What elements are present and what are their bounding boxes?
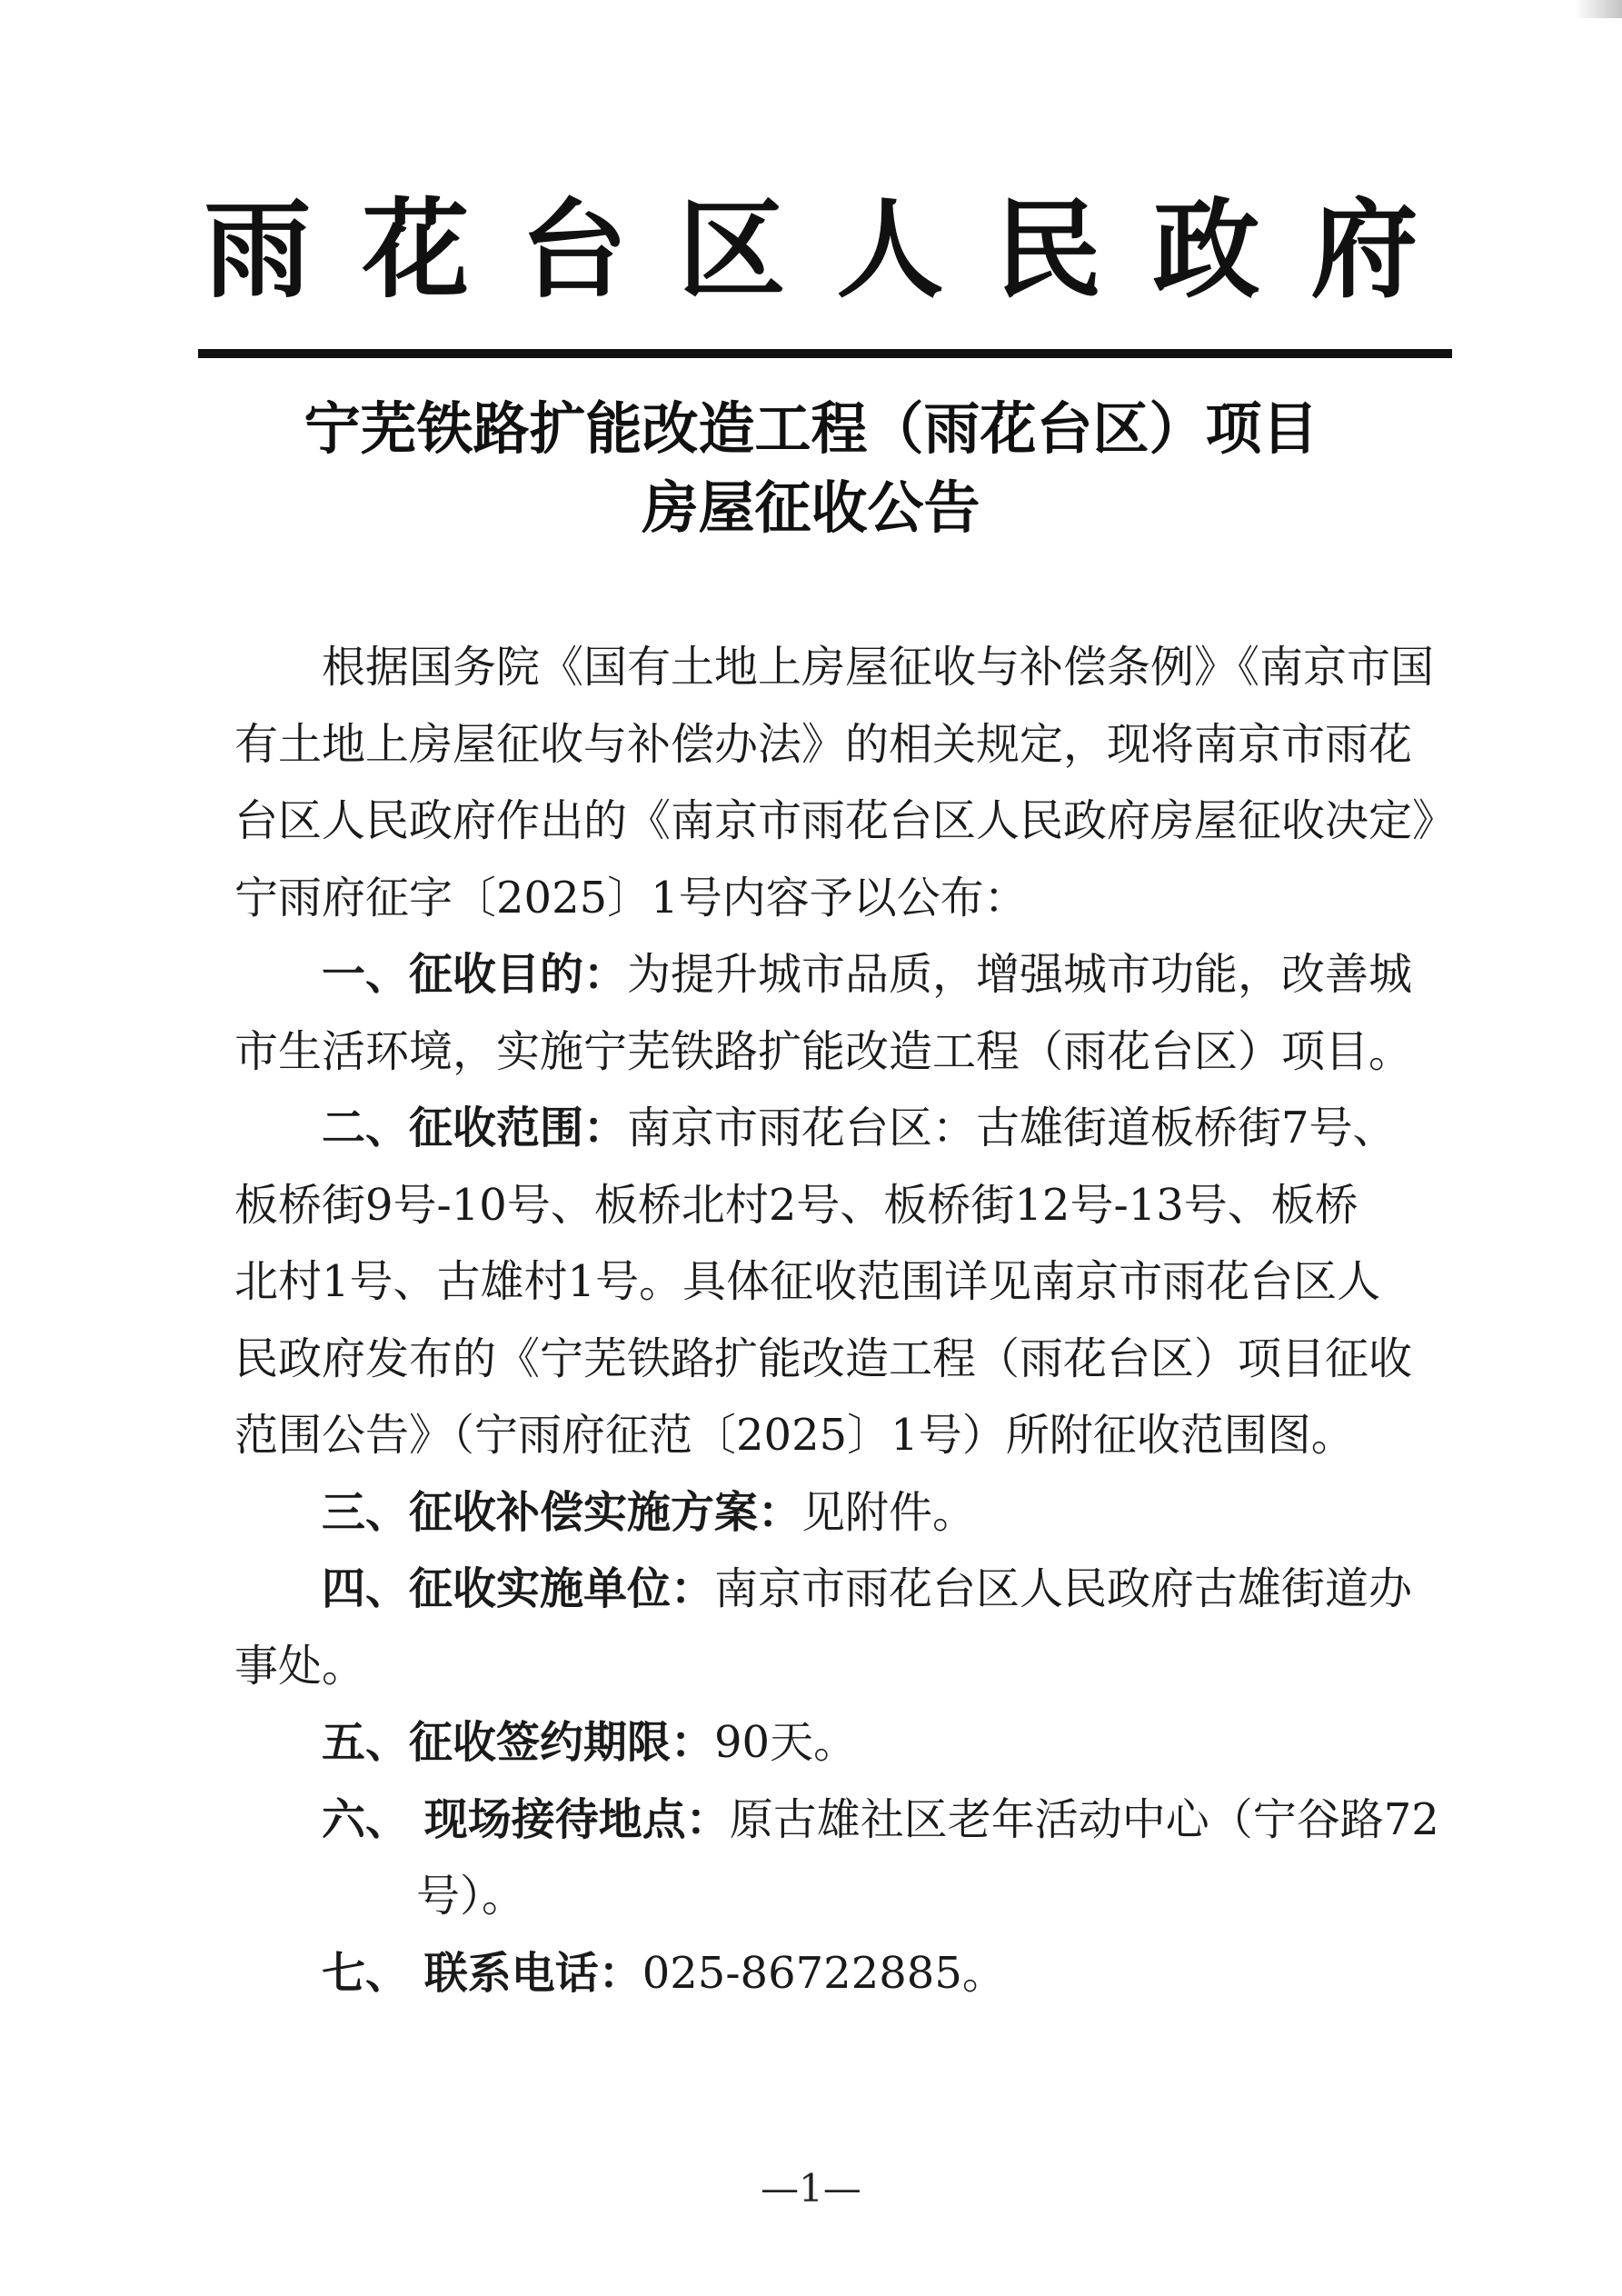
scope-item [234, 1090, 1425, 1167]
notice-body [234, 629, 1457, 2011]
plan-label: 三、征收补偿实施方案： [322, 1486, 802, 1538]
deadline-text: 90天。 [714, 1717, 858, 1768]
scope-text: 南京市雨花台区：古雄街道板桥街7号、 [627, 1103, 1397, 1153]
scope-text-cont: 范围公告》（宁雨府征范〔2025〕1号）所附征收范围图。 [234, 1410, 1355, 1461]
phone-item [234, 1935, 1425, 2012]
page-number: —1— [761, 2166, 861, 2211]
unit-text-cont: 事处。 [234, 1640, 366, 1692]
purpose-label: 一、征收目的： [322, 949, 628, 1000]
deadline-label: 五、征收签约期限： [322, 1717, 715, 1768]
intro-line: 根据国务院《国有土地上房屋征收与补偿条例》《南京市国 [322, 642, 1435, 693]
phone-text: 025-86722885。 [642, 1947, 1006, 1999]
site-label: 六、 现场接待地点： [322, 1793, 730, 1845]
notice-title-line-1: 宁芜铁路扩能改造工程（雨花台区）项目 [304, 395, 1318, 462]
site-text-cont: 号）。 [416, 1871, 526, 1922]
scan-edge-mark [1575, 0, 1622, 18]
unit-label: 四、征收实施单位： [322, 1563, 715, 1614]
notice-title-line-2: 房屋征收公告 [642, 474, 980, 541]
unit-text: 南京市雨花台区人民政府古雄街道办 [714, 1563, 1413, 1614]
plan-item [234, 1474, 1425, 1552]
scope-text-cont: 民政府发布的《宁芜铁路扩能改造工程（雨花台区）项目征收 [234, 1333, 1413, 1384]
scope-label: 二、征收范围： [322, 1103, 628, 1153]
purpose-text-cont: 市生活环境，实施宁芜铁路扩能改造工程（雨花台区）项目。 [234, 1025, 1413, 1077]
header-divider-rule [198, 349, 1452, 358]
scope-text-cont: 北村1号、古雄村1号。具体征收范围详见南京市雨花台区人 [234, 1256, 1381, 1307]
site-text: 原古雄社区老年活动中心（宁谷路72 [729, 1793, 1439, 1845]
intro-line: 宁雨府征字〔2025〕1号内容予以公布： [234, 872, 1028, 923]
issuing-authority-header: 雨花台区人民政府 [204, 186, 1469, 313]
intro-line: 台区人民政府作出的《南京市雨花台区人民政府房屋征收决定》 [234, 795, 1457, 846]
unit-item [234, 1551, 1425, 1628]
purpose-text: 为提升城市品质，增强城市功能，改善城 [627, 949, 1413, 1000]
intro-line: 有土地上房屋征收与补偿办法》的相关规定，现将南京市雨花 [234, 718, 1413, 770]
scope-text-cont: 板桥街9号-10号、板桥北村2号、板桥街12号-13号、板桥 [234, 1179, 1358, 1231]
phone-label: 七、 联系电话： [322, 1947, 642, 1999]
plan-text: 见附件。 [801, 1486, 977, 1538]
purpose-item [234, 936, 1425, 1013]
site-item [234, 1782, 1439, 1859]
deadline-item [234, 1704, 1425, 1782]
